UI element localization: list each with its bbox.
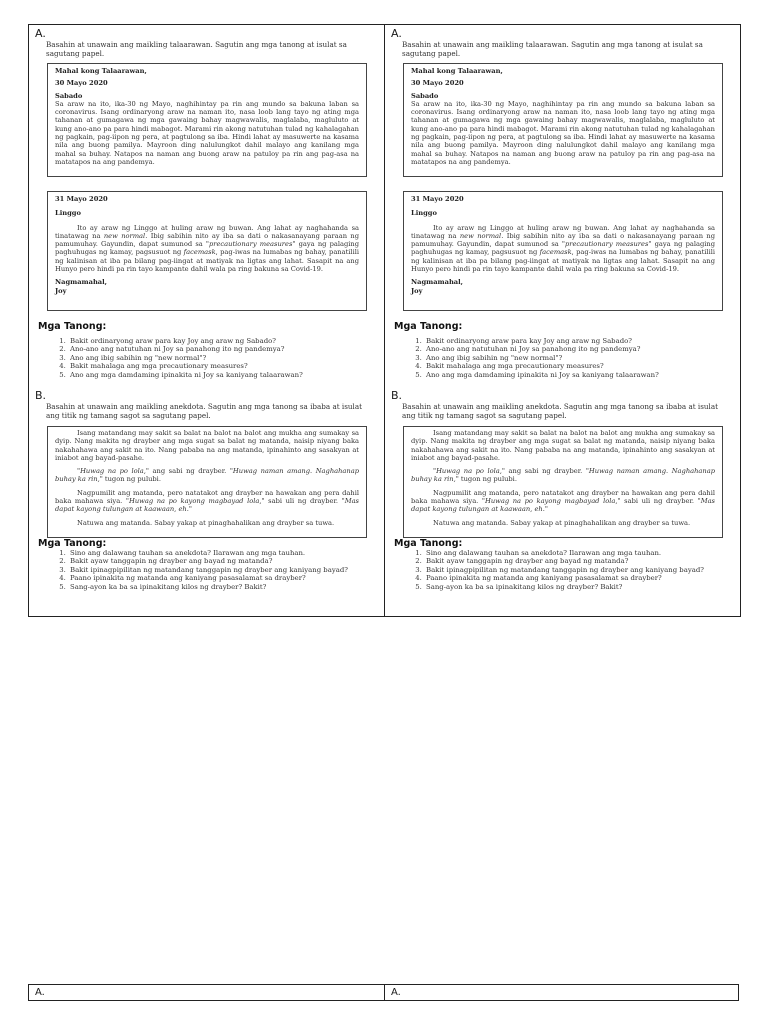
anecdote-paragraph: Nagpumilit ang matanda, pero natatakot ang drayber na hawakan ang pera dahil baka mahawa siya. "Huwag na po kayong magbayad lola," sabi uli ng drayber. "Mas dapat kayong tulungan at kaawaan, eh."	[55, 488, 359, 514]
diary-day: Sabado	[55, 91, 83, 100]
question-item: 1. Bakit ordinaryong araw para kay Joy ang araw ng Sabado?	[424, 337, 739, 345]
diary-body: Sa araw na ito, ika-30 ng Mayo, naghihintay pa rin ang mundo sa bakuna laban sa coronavirus. Isang ordinaryong araw na naman ito, nasa loob lang tayo ng ating mga tahanan at gumagawa ng mga gawaing bahay magwawalis, maglalaba, magluluto at kung ano-ano pa para hindi mabagot. Marami rin akong natutuhan tulad ng kahalagahan ng pagkain, pag-iipon ng pera, at pagtulong sa iba. Hindi lahat ay masuwerte na kasama nila ang buong pamilya. Mayroon ding nalulungkot dahil malayo ang kanilang mga mahal sa buhay. Natapos na naman ang buong araw na patuloy pa rin ang pag-asa na matatapos na ang pandemya.	[55, 99, 359, 166]
section-a-label: A.	[391, 27, 402, 40]
section-b-instructions: Basahin at unawain ang maikling anekdota. Sagutin ang mga tanong sa ibaba at isulat ang titik ng tamang sagot sa sagutang papel.	[402, 402, 719, 420]
diary-greeting: Mahal kong Talaarawan,	[411, 67, 503, 75]
question-item: 5. Ano ang mga damdaming ipinakita ni Joy sa kaniyang talaarawan?	[68, 371, 383, 379]
diary-body: Ito ay araw ng Linggo at huling araw ng buwan. Ang lahat ay naghahanda sa tinatawag na new normal. Ibig sabihin nito ay iba sa dati o nakasanayang paraan ng pamumuhay. Gayundin, dapat sumunod sa "precautionary measures" gaya ng palaging paghuhugas ng kamay, pagsusuot ng facemask, pag-iwas na lumabas ng bahay, panatilili ng kalinisan at iba pa bilang pag-iingat at matiyak na ligtas ang lahat. Sasapit na ang Hunyo pero hindi pa rin tayo kampante dahil wala pa ring bakuna sa Covid-19.	[411, 223, 715, 274]
worksheet-column-left	[29, 25, 384, 616]
diary-day: Linggo	[55, 209, 81, 218]
anecdote-paragraph: Isang matandang may sakit sa balat na balot na balot ang mukha ang sumakay sa dyip. Nang makita ng drayber ang mga sugat sa balat ng matanda, naisip niyang baka nakahahawa ang sakit na ito. Nang pababa na ang matanda, ipinahinto ang sasakyan at iniabot ang bayad-pasahe.	[411, 429, 715, 462]
question-item: 5. Sang-ayon ka ba sa ipinakitang kilos ng drayber? Bakit?	[424, 583, 739, 591]
diary-signature: Joy	[411, 286, 423, 295]
diary-day: Linggo	[411, 209, 437, 218]
questions-b-list	[411, 549, 739, 591]
diary-signature: Joy	[55, 286, 67, 295]
diary-closing: Nagmamahal,	[411, 278, 464, 287]
section-b-instructions: Basahin at unawain ang maikling anekdota. Sagutin ang mga tanong sa ibaba at isulat ang titik ng tamang sagot sa sagutang papel.	[46, 402, 363, 420]
question-item: 1. Sino ang dalawang tauhan sa anekdota? Ilarawan ang mga tauhan.	[68, 549, 383, 557]
section-b-label: B.	[391, 389, 403, 402]
anecdote-paragraph: Natuwa ang matanda. Sabay yakap at pinaghahalikan ang drayber sa tuwa.	[433, 518, 691, 527]
question-item: 4. Paano ipinakita ng matanda ang kaniyang pasasalamat sa drayber?	[68, 574, 383, 582]
question-item: 5. Sang-ayon ka ba sa ipinakitang kilos ng drayber? Bakit?	[68, 583, 383, 591]
questions-b-list	[55, 549, 383, 591]
anecdote-paragraph: "Huwag na po lola," ang sabi ng drayber. "Huwag naman amang. Naghahanap buhay ka rin," tugon ng pulubi.	[55, 467, 359, 484]
question-item: 4. Paano ipinakita ng matanda ang kaniyang pasasalamat sa drayber?	[424, 574, 739, 582]
diary-date: 30 Mayo 2020	[411, 79, 464, 88]
question-item: 1. Bakit ordinaryong araw para kay Joy ang araw ng Sabado?	[68, 337, 383, 345]
diary-body: Sa araw na ito, ika-30 ng Mayo, naghihintay pa rin ang mundo sa bakuna laban sa coronavirus. Isang ordinaryong araw na naman ito, nasa loob lang tayo ng ating mga tahanan at gumagawa ng mga gawaing bahay magwawalis, maglalaba, magluluto at kung ano-ano pa para hindi mabagot. Marami rin akong natutuhan tulad ng kahalagahan ng pagkain, pag-iipon ng pera, at pagtulong sa iba. Hindi lahat ay masuwerte na kasama nila ang buong pamilya. Mayroon ding nalulungkot dahil malayo ang kanilang mga mahal sa buhay. Natapos na naman ang buong araw na patuloy pa rin ang pag-asa na matatapos na ang pandemya.	[411, 99, 715, 166]
diary-date: 31 Mayo 2020	[55, 195, 108, 203]
section-a-instructions: Basahin at unawain ang maikling talaarawan. Sagutin ang mga tanong at isulat sa sagutang papel.	[402, 40, 703, 58]
diary-greeting: Mahal kong Talaarawan,	[55, 67, 147, 75]
worksheet-sheet	[28, 24, 741, 617]
anecdote-paragraph: Natuwa ang matanda. Sabay yakap at pinaghahalikan ang drayber sa tuwa.	[77, 518, 335, 527]
section-a-instructions: Basahin at unawain ang maikling talaarawan. Sagutin ang mga tanong at isulat sa sagutang papel.	[46, 40, 347, 58]
diary-body: Ito ay araw ng Linggo at huling araw ng buwan. Ang lahat ay naghahanda sa tinatawag na new normal. Ibig sabihin nito ay iba sa dati o nakasanayang paraan ng pamumuhay. Gayundin, dapat sumunod sa "precautionary measures" gaya ng palaging paghuhugas ng kamay, pagsusuot ng facemask, pag-iwas na lumabas ng bahay, panatilili ng kalinisan at iba pa bilang pag-iingat at matiyak na ligtas ang lahat. Sasapit na ang Hunyo pero hindi pa rin tayo kampante dahil wala pa ring bakuna sa Covid-19.	[55, 223, 359, 274]
question-item: 4. Bakit mahalaga ang mga precautionary measures?	[68, 362, 383, 370]
diary-entry-2	[47, 191, 367, 311]
question-item: 3. Ano ang ibig sabihin ng "new normal"?	[68, 354, 383, 362]
question-item: 2. Ano-ano ang natutuhan ni Joy sa panahong ito ng pandemya?	[424, 345, 739, 353]
questions-b-title: Mga Tanong:	[38, 538, 107, 549]
question-item: 2. Bakit ayaw tanggapin ng drayber ang bayad ng matanda?	[68, 557, 383, 565]
answer-footer-row	[28, 984, 739, 1001]
anecdote-paragraph: Nagpumilit ang matanda, pero natatakot ang drayber na hawakan ang pera dahil baka mahawa siya. "Huwag na po kayong magbayad lola," sabi uli ng drayber. "Mas dapat kayong tulungan at kaawaan, eh."	[411, 488, 715, 514]
footer-cell-left: A.	[35, 987, 45, 998]
diary-day: Sabado	[411, 91, 439, 100]
diary-entry-1	[403, 63, 723, 177]
question-item: 2. Bakit ayaw tanggapin ng drayber ang bayad ng matanda?	[424, 557, 739, 565]
section-b-label: B.	[35, 389, 47, 402]
worksheet-column-right	[384, 25, 740, 616]
question-item: 5. Ano ang mga damdaming ipinakita ni Joy sa kaniyang talaarawan?	[424, 371, 739, 379]
diary-date: 30 Mayo 2020	[55, 79, 108, 88]
diary-closing: Nagmamahal,	[55, 278, 108, 287]
questions-a-list	[55, 337, 383, 379]
question-item: 3. Bakit ipinagpipilitan ng matandang tanggapin ng drayber ang kaniyang bayad?	[68, 566, 383, 574]
questions-b-title: Mga Tanong:	[394, 538, 463, 549]
diary-entry-1	[47, 63, 367, 177]
diary-date: 31 Mayo 2020	[411, 195, 464, 203]
question-item: 1. Sino ang dalawang tauhan sa anekdota? Ilarawan ang mga tauhan.	[424, 549, 739, 557]
anecdote-box	[403, 426, 723, 538]
question-item: 3. Ano ang ibig sabihin ng "new normal"?	[424, 354, 739, 362]
questions-a-title: Mga Tanong:	[38, 321, 107, 332]
anecdote-paragraph: "Huwag na po lola," ang sabi ng drayber. "Huwag naman amang. Naghahanap buhay ka rin," tugon ng pulubi.	[411, 467, 715, 484]
diary-entry-2	[403, 191, 723, 311]
section-a-label: A.	[35, 27, 46, 40]
anecdote-paragraph: Isang matandang may sakit sa balat na balot na balot ang mukha ang sumakay sa dyip. Nang makita ng drayber ang mga sugat sa balat ng matanda, naisip niyang baka nakahahawa ang sakit na ito. Nang pababa na ang matanda, ipinahinto ang sasakyan at iniabot ang bayad-pasahe.	[55, 429, 359, 462]
question-item: 4. Bakit mahalaga ang mga precautionary measures?	[424, 362, 739, 370]
question-item: 2. Ano-ano ang natutuhan ni Joy sa panahong ito ng pandemya?	[68, 345, 383, 353]
question-item: 3. Bakit ipinagpipilitan ng matandang tanggapin ng drayber ang kaniyang bayad?	[424, 566, 739, 574]
questions-a-list	[411, 337, 739, 379]
questions-a-title: Mga Tanong:	[394, 321, 463, 332]
anecdote-box	[47, 426, 367, 538]
footer-cell-right: A.	[384, 985, 739, 1000]
